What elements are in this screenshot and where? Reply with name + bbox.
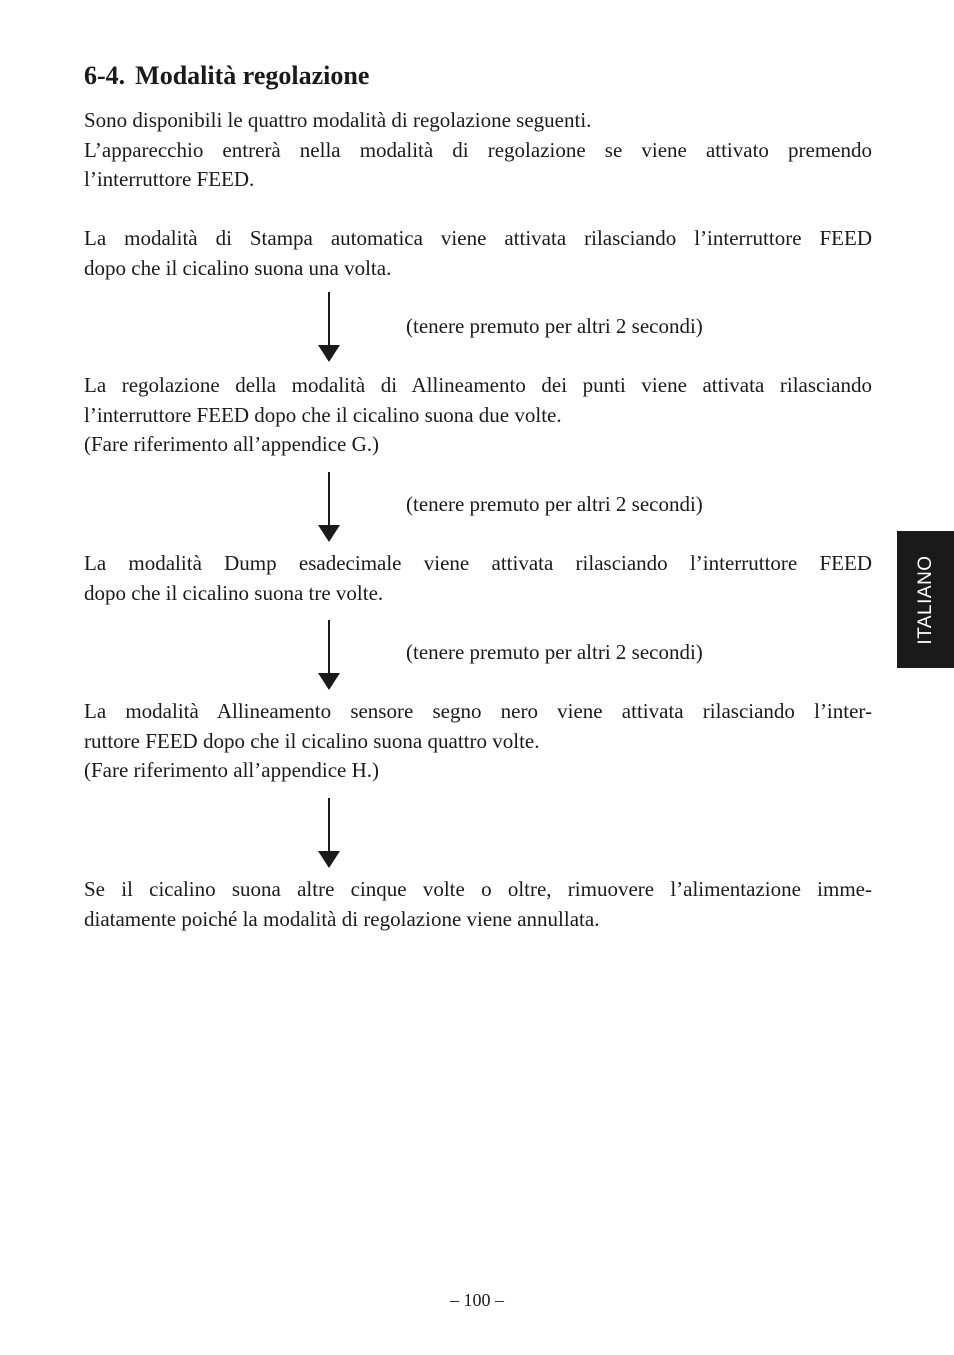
closing-paragraph: [84, 875, 872, 934]
text-line: l’interruttore FEED dopo che il cicalino suona due volte.: [84, 402, 562, 427]
step-hex-dump: [84, 549, 872, 608]
section-heading: [84, 58, 369, 94]
down-arrow-icon: [318, 292, 340, 362]
step-auto-print: [84, 224, 872, 283]
text-line: La modalità Allineamento sensore segno nero viene attivata rilasciando l’inter-: [84, 699, 872, 723]
section-number: 6-4.: [84, 61, 126, 90]
text-line: (Fare riferimento all’appendice G.): [84, 432, 380, 456]
text-line: La modalità di Stampa automatica viene attivata rilasciando l’interruttore FEED: [84, 226, 872, 250]
text-line: Sono disponibili le quattro modalità di regolazione seguenti.: [84, 108, 592, 132]
text-line: La modalità Dump esadecimale viene attivata rilasciando l’interruttore FEED: [84, 551, 872, 575]
section-title: Modalità regolazione: [135, 61, 370, 90]
text-line: Se il cicalino suona altre cinque volte o oltre, rimuovere l’alimentazione imme-: [84, 877, 872, 901]
text-line: ruttore FEED dopo che il cicalino suona quattro volte.: [84, 728, 540, 753]
text-line: diatamente poiché la modalità di regolazione viene annullata.: [84, 906, 600, 931]
language-tab: [897, 531, 954, 668]
page-number: – 100 –: [450, 1290, 504, 1310]
hold-note: (tenere premuto per altri 2 secondi): [406, 314, 703, 338]
down-arrow-icon: [318, 798, 340, 868]
down-arrow-icon: [318, 620, 340, 690]
hold-note: (tenere premuto per altri 2 secondi): [406, 640, 703, 664]
intro-paragraph: [84, 106, 872, 195]
text-line: dopo che il cicalino suona tre volte.: [84, 580, 384, 605]
language-tab-label: ITALIANO: [914, 554, 936, 645]
text-line: L’apparecchio entrerà nella modalità di regolazione se viene attivato premendo: [84, 137, 872, 162]
text-line: (Fare riferimento all’appendice H.): [84, 758, 380, 782]
down-arrow-icon: [318, 472, 340, 542]
text-line: l’interruttore FEED.: [84, 167, 255, 191]
hold-note: (tenere premuto per altri 2 secondi): [406, 492, 703, 516]
text-line: dopo che il cicalino suona una volta.: [84, 255, 392, 280]
text-line: La regolazione della modalità di Allineamento dei punti viene attivata rilasciando: [84, 373, 872, 397]
step-black-mark-sensor: [84, 697, 872, 786]
step-dot-alignment: [84, 371, 872, 460]
